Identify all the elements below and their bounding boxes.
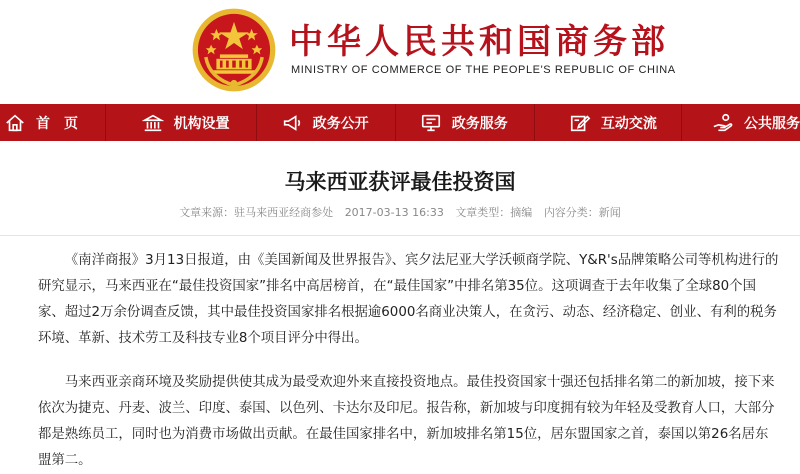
article-source: 文章来源：驻马来西亚经商参处 [179, 206, 334, 219]
national-emblem-icon[interactable] [190, 6, 278, 94]
nav-item-label: 互动交流 [600, 115, 657, 132]
home-icon [4, 112, 26, 134]
site-name-cn[interactable]: 中华人民共和国商务部 [289, 22, 669, 62]
site-header [0, 0, 800, 104]
nav-item-interaction[interactable] [535, 104, 681, 141]
nav-item-public-services[interactable] [682, 104, 800, 141]
building-icon [142, 112, 164, 134]
nav-item-public-affairs[interactable] [257, 104, 395, 141]
edit-icon [569, 112, 591, 134]
nav-item-label: 首 页 [36, 115, 78, 132]
article-meta [0, 205, 800, 221]
main-nav [0, 104, 800, 141]
article-paragraph: 《南洋商报》3月13日报道，由《美国新闻及世界报告》、宾夕法尼亚大学沃顿商学院、Y&R's品牌策略公司等机构进行的研究显示，马来西亚在“最佳投资国家”排名中高居榜首，在“最佳国家”中排名第35位。这项调查于去年收集了全球80个国家、超过2万余份调查反馈，其中最佳投资国家排名根据逾6000名商业决策人，在贪污、动态、经济稳定、创业、有利的税务环境、革新、技术劳工及科技专业8个项目评分中得出。 [38, 253, 779, 346]
article-type: 文章类型：摘编 [455, 206, 533, 219]
megaphone-icon [281, 112, 303, 134]
nav-item-label: 机构设置 [173, 115, 230, 132]
article-date: 2017-03-13 16:33 [344, 206, 444, 219]
article-paragraph: 马来西亚亲商环境及奖励提供使其成为最受欢迎外来直接投资地点。最佳投资国家十强还包括排名第二的新加坡，接下来依次为捷克、丹麦、波兰、印度、泰国、以色列、卡达尔及印尼。报告称，新加坡与印度拥有较为年轻及受教育人口，大部分都是熟练员工，同时也为消费市场做出贡献。在最佳国家排名中，新加坡排名第15位，居东盟国家之首，泰国以第26名居东盟第二。 [38, 375, 775, 468]
nav-item-label: 政务服务 [451, 115, 508, 132]
nav-item-label: 公共服务 [744, 115, 800, 132]
article-title: 马来西亚获评最佳投资国 [284, 170, 516, 194]
nav-item-home[interactable] [0, 104, 105, 141]
monitor-icon [420, 112, 442, 134]
article-category: 内容分类：新闻 [543, 206, 621, 219]
nav-item-organization[interactable] [106, 104, 256, 141]
nav-item-government-services[interactable] [396, 104, 534, 141]
hand-service-icon [712, 112, 734, 134]
article-body [0, 236, 800, 474]
nav-item-label: 政务公开 [312, 115, 369, 132]
site-name-en: MINISTRY OF COMMERCE OF THE PEOPLE'S REPUBLIC OF CHINA [291, 64, 676, 76]
